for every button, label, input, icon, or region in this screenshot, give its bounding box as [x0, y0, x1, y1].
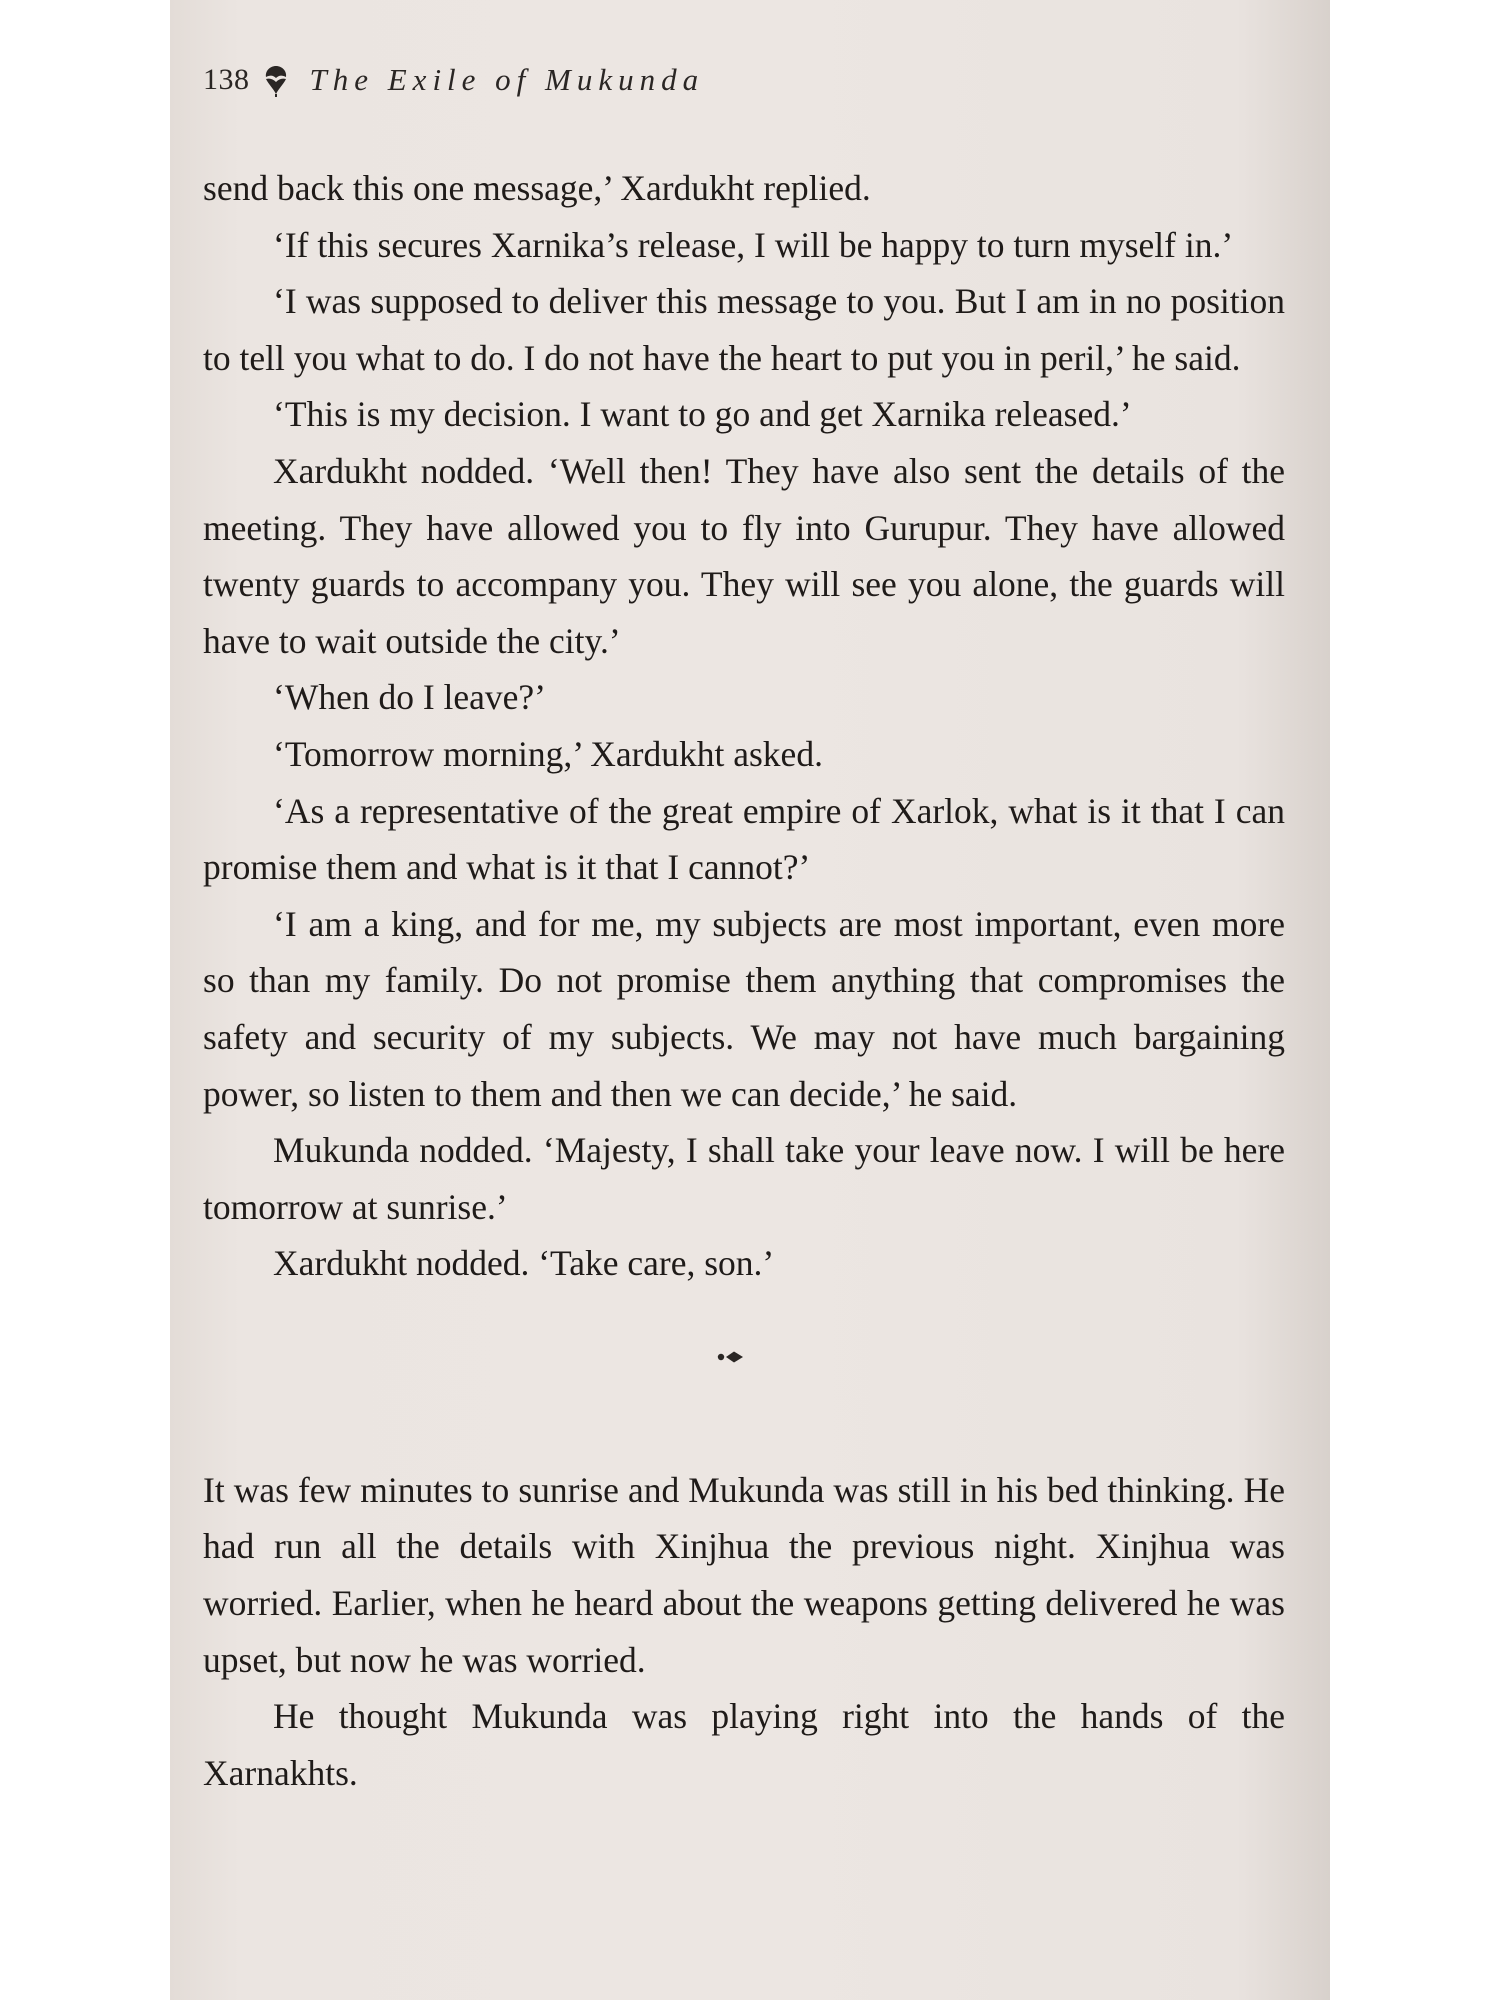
paragraph: ‘I was supposed to deliver this message to you. But I am in no position to tell you what to do. I do not have the heart to put you in peril,’ he said.: [203, 281, 1285, 378]
paragraph: ‘I am a king, and for me, my subjects are most important, even more so than my family. Do not promise them anything that compromises the safety and security of my subjects. We may not have much bargaining power, so listen to them and then we can decide,’ he said.: [203, 903, 1285, 1114]
section-break: [203, 1292, 1285, 1462]
paragraph: ‘If this secures Xarnika’s release, I will be happy to turn myself in.’: [273, 224, 1234, 265]
paragraph: ‘When do I leave?’: [273, 677, 546, 718]
paragraph: ‘Tomorrow morning,’ Xardukht asked.: [273, 733, 823, 774]
book-page: [170, 0, 1330, 2000]
paragraph: It was few minutes to sunrise and Mukunda was still in his bed thinking. He had run all the details with Xinjhua the previous night. Xinjhua was worried. Earlier, when he heard about the weapons getting delivered he was upset, but now he was worried.: [203, 1469, 1285, 1680]
page-number: 138: [203, 63, 250, 96]
paragraph: Mukunda nodded. ‘Majesty, I shall take your leave now. I will be here tomorrow at sunrise.’: [203, 1130, 1285, 1227]
section-one: [203, 160, 1285, 1292]
paragraph: send back this one message,’ Xardukht replied.: [203, 168, 871, 208]
diamond-dot-ornament-icon: [715, 1350, 749, 1364]
paragraph: He thought Mukunda was playing right into the hands of the Xarnakhts.: [203, 1696, 1285, 1793]
page-body: [203, 160, 1285, 1801]
paragraph: Xardukht nodded. ‘Take care, son.’: [273, 1243, 775, 1284]
section-two: [203, 1462, 1285, 1802]
paragraph: Xardukht nodded. ‘Well then! They have also sent the details of the meeting. They have allowed you to fly into Gurupur. They have allowed twenty guards to accompany you. They will see you alone, the guards will have to wait outside the city.’: [203, 450, 1285, 661]
paragraph: ‘As a representative of the great empire of Xarlok, what is it that I can promise them and what is it that I cannot?’: [203, 790, 1285, 888]
page-header: [203, 55, 704, 105]
paragraph: ‘This is my decision. I want to go and get Xarnika released.’: [273, 394, 1132, 435]
leaf-ornament-icon: [260, 63, 292, 97]
running-title: The Exile of Mukunda: [309, 62, 705, 97]
